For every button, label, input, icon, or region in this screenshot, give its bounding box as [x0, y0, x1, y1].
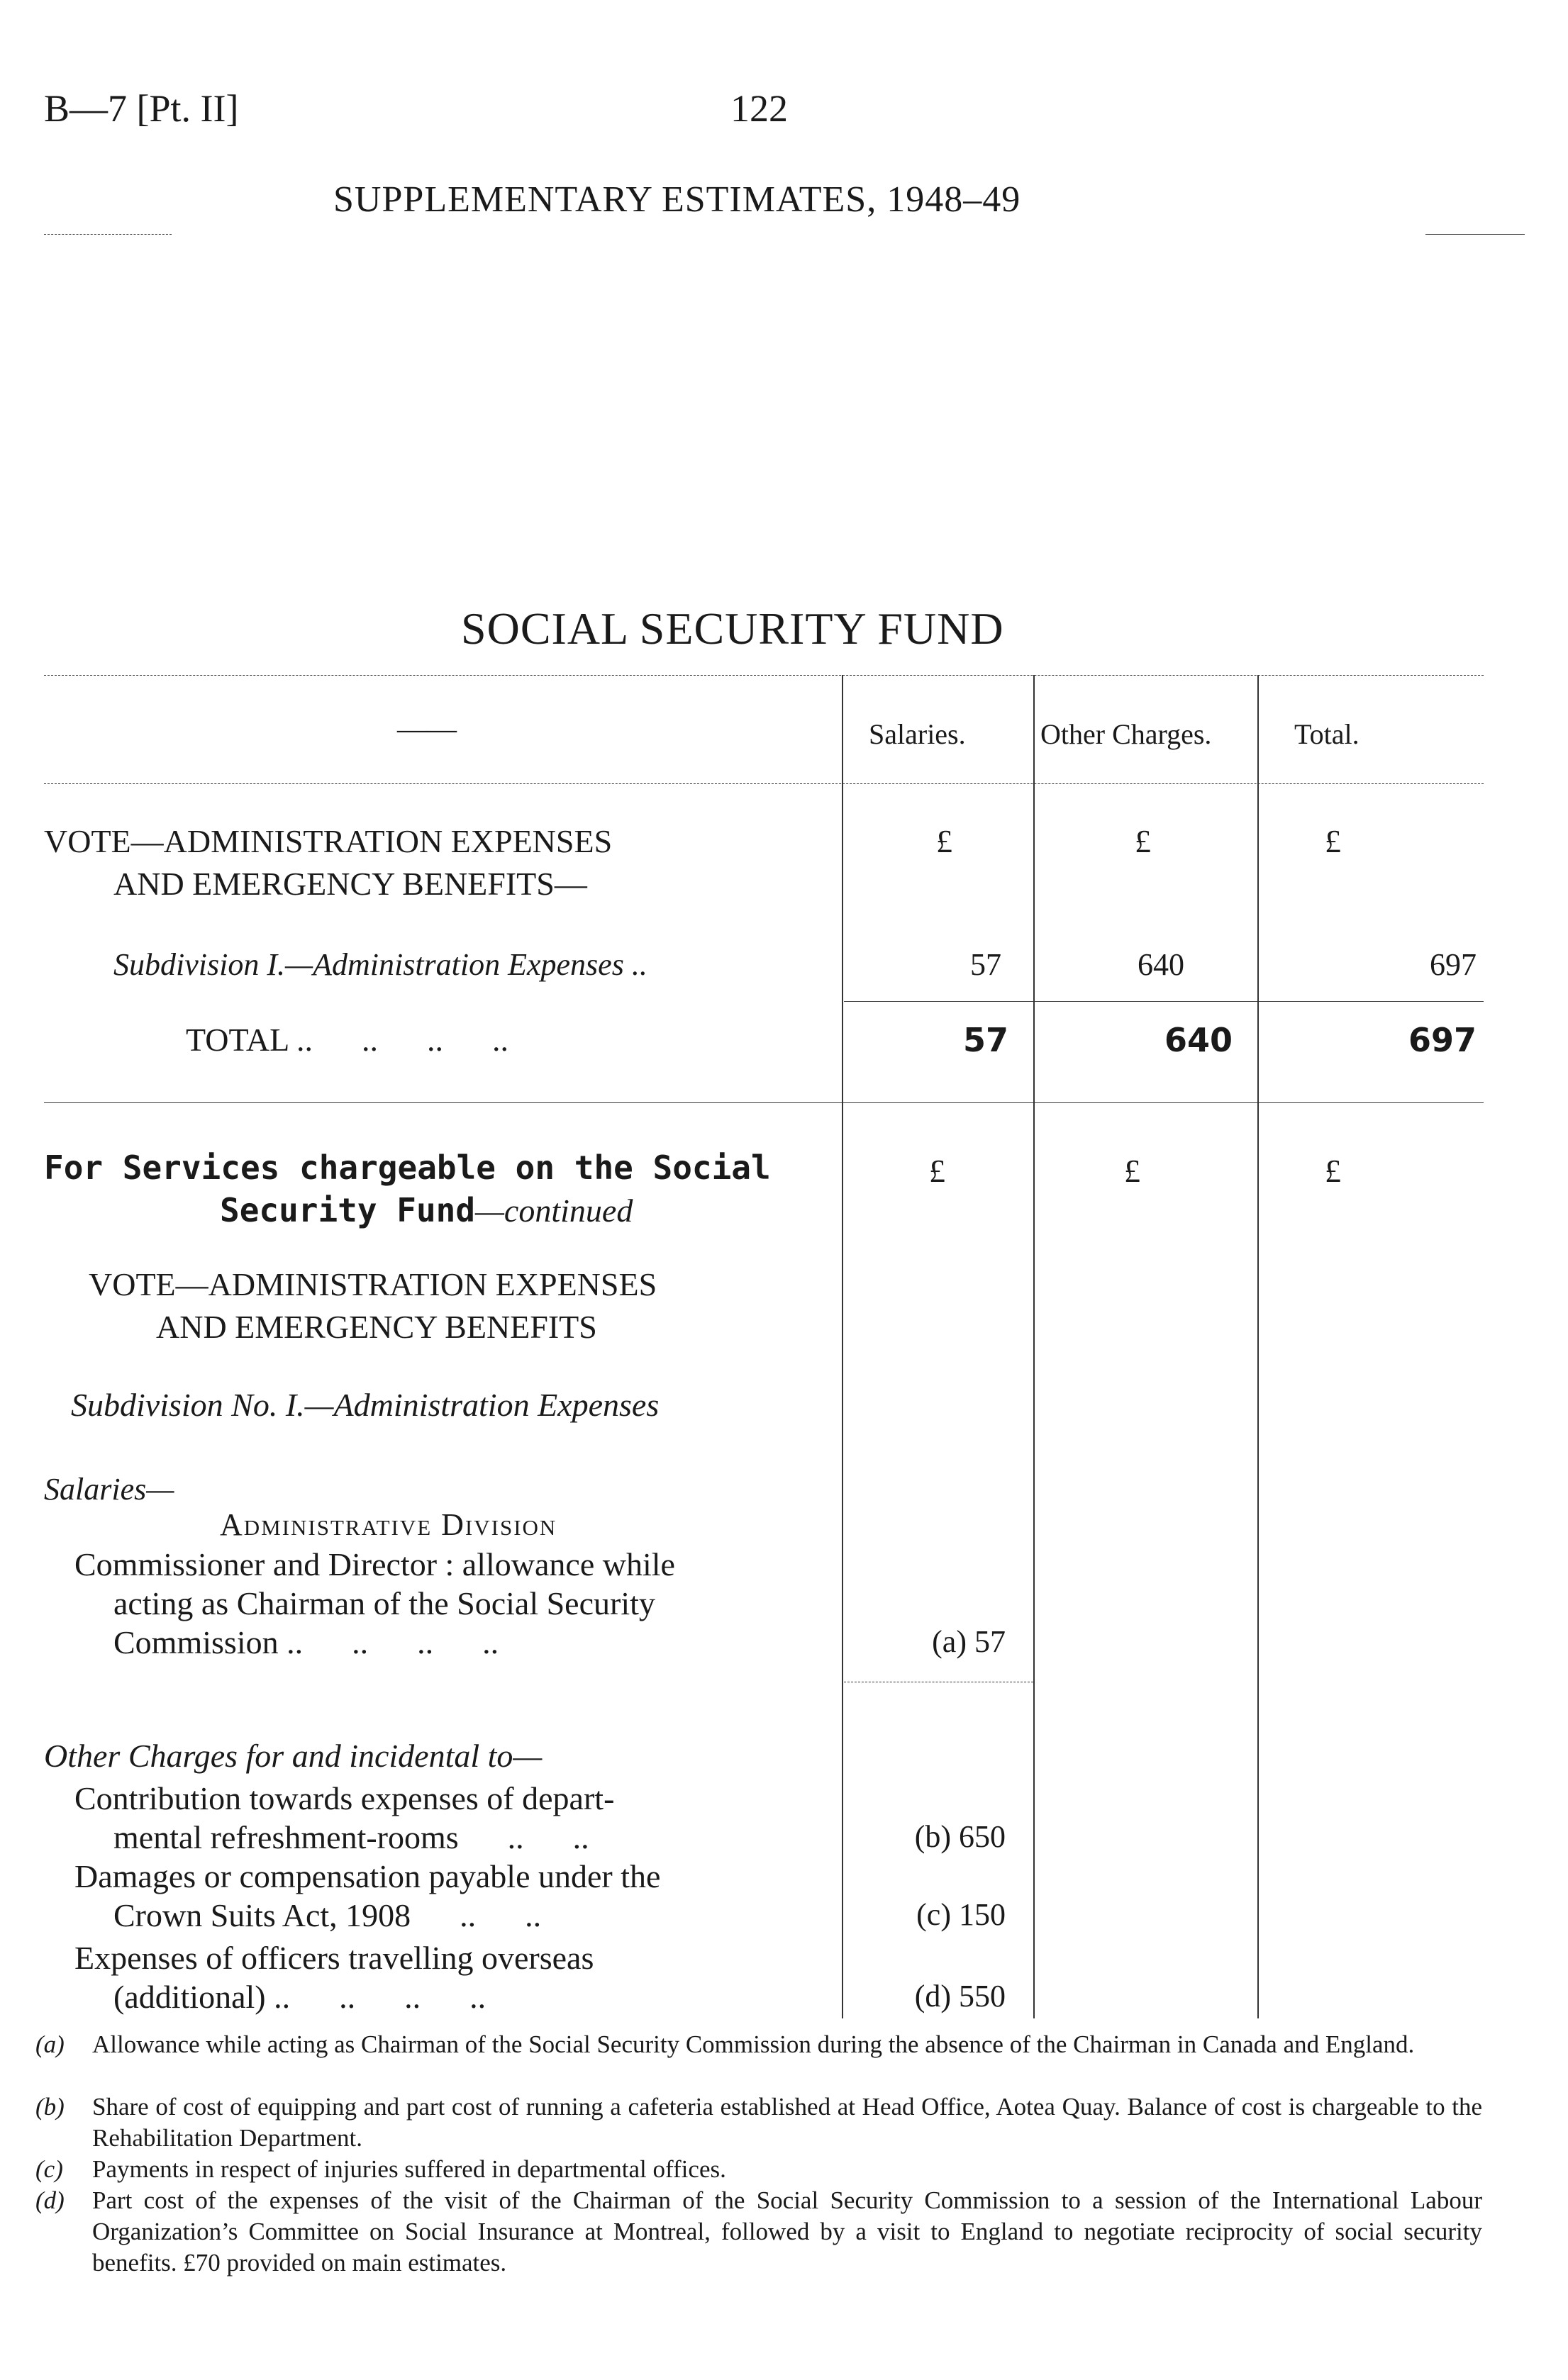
- footnote-d-text: Part cost of the expenses of the visit of the Chairman of the Social Security Commission to a session of the International Labour Organization’s Committee on Social Insurance at Montreal, followed by a visit to England to negotiate reciprocity of social security benefits. £70 provided on main estimates.: [92, 2186, 1482, 2276]
- summary-subdivision-other: 640: [1138, 947, 1184, 982]
- header-bottom-rule: [44, 783, 1484, 784]
- summary-total-total: 697: [1408, 1021, 1477, 1059]
- footnote-c-text: Payments in respect of injuries suffered in departmental offices.: [92, 2155, 726, 2183]
- header-rule-right: [1425, 234, 1525, 235]
- salary-item-line-3: Commission .. .. .. ..: [113, 1624, 499, 1660]
- other-charges-heading: Other Charges for and incidental to—: [44, 1738, 543, 1774]
- services-continued: —continued: [475, 1192, 633, 1229]
- other-item-2-line-2: Crown Suits Act, 1908 .. ..: [113, 1897, 542, 1933]
- salaries-heading: Salaries—: [44, 1472, 174, 1507]
- page-number: 122: [730, 87, 788, 130]
- other-item-1-line-1: Contribution towards expenses of depart-: [74, 1780, 615, 1816]
- footnote-d: [35, 2185, 1482, 2279]
- summary-total-other: 640: [1164, 1021, 1233, 1059]
- other-item-2-amount: (c) 150: [916, 1897, 1006, 1932]
- summary-total-salaries: 57: [962, 1021, 1008, 1059]
- footnote-a: [35, 2029, 1482, 2060]
- footnote-b-label: (b): [35, 2093, 65, 2121]
- footnote-a-label: (a): [35, 2030, 65, 2058]
- summary-sum-rule: [844, 1001, 1484, 1002]
- footnote-c-label: (c): [35, 2155, 63, 2183]
- col-header-other-charges: Other Charges.: [1040, 718, 1212, 750]
- other-item-3-line-1: Expenses of officers travelling overseas: [74, 1940, 594, 1976]
- detail-currency-salaries: £: [929, 1153, 945, 1189]
- salary-item-line-1: Commissioner and Director : allowance while: [74, 1546, 675, 1582]
- services-line-1: For Services chargeable on the Social: [44, 1149, 771, 1187]
- footnote-d-label: (d): [35, 2186, 65, 2214]
- header-rule-left: [44, 234, 172, 235]
- col-divider-2: [1033, 675, 1035, 2018]
- summary-vote-line-2: AND EMERGENCY BENEFITS—: [113, 866, 587, 902]
- detail-subdivision: Subdivision No. I.—Administration Expenses: [71, 1387, 660, 1423]
- running-title: SUPPLEMENTARY ESTIMATES, 1948–49: [333, 179, 1021, 220]
- col-header-total: Total.: [1294, 718, 1360, 750]
- summary-vote-line-1: VOTE—ADMINISTRATION EXPENSES: [44, 823, 613, 859]
- detail-vote-line-2: AND EMERGENCY BENEFITS: [156, 1309, 597, 1345]
- services-fund-label: Security Fund: [220, 1191, 476, 1229]
- footnote-b: [35, 2091, 1482, 2154]
- summary-currency-other: £: [1135, 823, 1151, 859]
- summary-subdivision-salaries: 57: [970, 947, 1001, 982]
- other-item-2-line-1: Damages or compensation payable under the: [74, 1858, 661, 1894]
- other-item-1-amount: (b) 650: [914, 1819, 1006, 1854]
- division-heading: Administrative Division: [220, 1507, 557, 1542]
- other-item-3-line-2: (additional) .. .. .. ..: [113, 1979, 486, 2015]
- footnote-c: [35, 2154, 1482, 2185]
- other-item-1-line-2: mental refreshment-rooms .. ..: [113, 1819, 589, 1855]
- other-item-3-amount: (d) 550: [914, 1979, 1006, 2013]
- col-divider-1: [842, 675, 843, 2018]
- footnote-b-text: Share of cost of equipping and part cost of running a cafeteria established at Head Office, Aotea Quay. Balance of cost is chargeable to the Rehabilitation Department.: [92, 2093, 1482, 2152]
- summary-total-label: TOTAL .. .. .. ..: [186, 1022, 509, 1058]
- summary-currency-salaries: £: [936, 823, 952, 859]
- salary-item-line-2: acting as Chairman of the Social Security: [113, 1585, 655, 1621]
- footnote-a-text: Allowance while acting as Chairman of the Social Security Commission during the absence of the Chairman in Canada and England.: [92, 2030, 1415, 2058]
- summary-subdivision: Subdivision I.—Administration Expenses ..: [113, 947, 647, 982]
- col-divider-3: [1257, 675, 1259, 2018]
- detail-currency-other: £: [1124, 1153, 1140, 1189]
- services-line-2: [220, 1191, 633, 1229]
- summary-subdivision-total: 697: [1430, 947, 1477, 982]
- summary-bottom-rule: [44, 1102, 1484, 1103]
- summary-currency-total: £: [1325, 823, 1341, 859]
- detail-vote-line-1: VOTE—ADMINISTRATION EXPENSES: [89, 1266, 657, 1302]
- col-header-salaries: Salaries.: [869, 718, 966, 750]
- salary-item-amount: (a) 57: [932, 1624, 1006, 1659]
- page-ref: B—7 [Pt. II]: [44, 87, 239, 130]
- table-top-rule: [44, 675, 1484, 676]
- col-header-blank: ——: [397, 713, 457, 746]
- detail-currency-total: £: [1325, 1153, 1341, 1189]
- page-title: SOCIAL SECURITY FUND: [461, 603, 1004, 654]
